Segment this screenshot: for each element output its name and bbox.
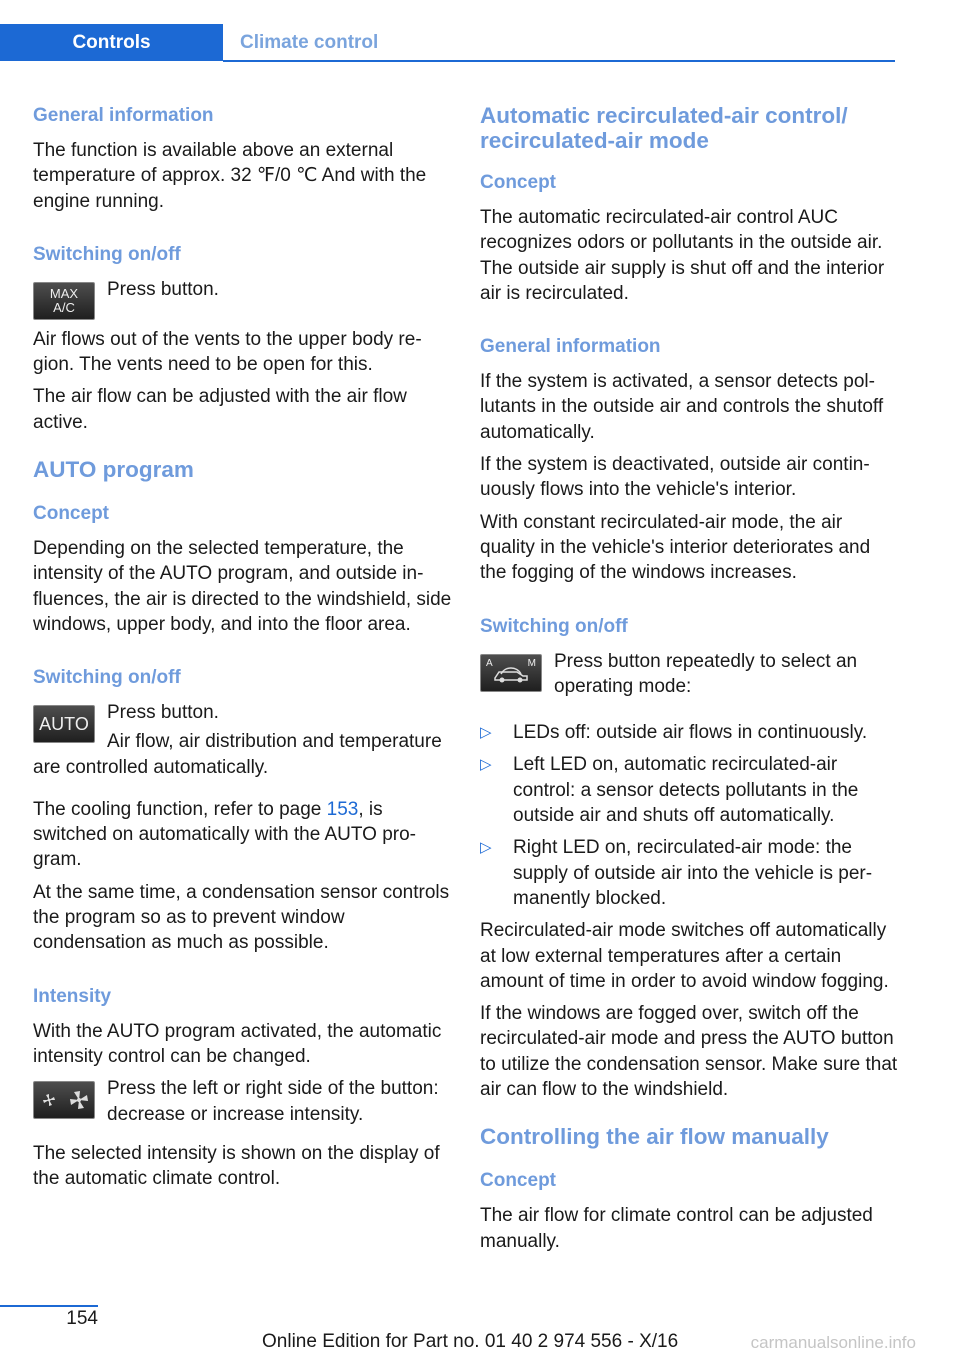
- paragraph: The cooling function, refer to page 153, is switched on automatically with the AUTO program.: [33, 798, 416, 871]
- heading-switching-on-off: Switching on/off: [33, 667, 181, 689]
- max-ac-button-icon: MAX A/C: [33, 282, 95, 320]
- tab-controls[interactable]: Controls: [0, 24, 223, 61]
- paragraph: Press the left or right side of the button: decrease or increase intensity.: [107, 1078, 439, 1125]
- max-ac-row: [33, 277, 453, 320]
- left-column: [33, 100, 453, 1198]
- paragraph: The selected intensity is shown on the display of the automatic climate control.: [33, 1142, 440, 1190]
- tab-climate-control[interactable]: Climate control: [240, 31, 379, 53]
- paragraph: Press button.: [107, 278, 219, 300]
- watermark: carmanualsonline.info: [750, 1333, 916, 1352]
- list-item: ▷ Right LED on, recirculated-air mode: the supply of outside air into the vehicle is permanently blocked.: [480, 835, 900, 911]
- heading-concept: Concept: [480, 172, 556, 193]
- fan-intensity-button-icon: [33, 1081, 95, 1119]
- intensity-row: [33, 1076, 453, 1134]
- list-item: ▷ Left LED on, automatic recirculated-air control: a sensor detects pollutants in the outside air and shuts off automatically.: [480, 752, 900, 828]
- header-bar: [0, 0, 960, 62]
- bullet-triangle-icon: ▷: [480, 756, 492, 774]
- paragraph: With the AUTO program activated, the automatic intensity control can be changed.: [33, 1020, 442, 1067]
- paragraph: Recirculated-air mode switches off automatically at low external temperatures after a certain amount of time in order to avoid window fogging.: [480, 920, 889, 992]
- page-number: 154: [66, 1308, 98, 1329]
- header-rule: [223, 60, 895, 62]
- fan-icon: [39, 1090, 89, 1110]
- list-item: ▷ LEDs off: outside air flows in continuously.: [480, 720, 900, 745]
- right-column: [480, 100, 900, 1261]
- bullet-triangle-icon: ▷: [480, 839, 492, 857]
- heading-switching-on-off: Switching on/off: [480, 615, 628, 637]
- paragraph: Depending on the selected temperature, the intensity of the AUTO program, and outside influences, the air is directed to the windshield, side windows, upper body, and into the floor area.: [33, 538, 452, 635]
- paragraph: At the same time, a condensation sensor controls the program so as to prevent window condensation as much as possible.: [33, 881, 450, 954]
- heading-intensity: Intensity: [33, 985, 112, 1007]
- car-recirculation-icon: [491, 662, 531, 684]
- heading-manual-air-flow: Controlling the air flow manually: [480, 1124, 829, 1150]
- recirc-m-label: M: [527, 657, 536, 669]
- paragraph: Press button.: [107, 702, 219, 724]
- paragraph: The air flow for climate control can be adjusted manually.: [480, 1205, 873, 1252]
- heading-auc: Automatic recirculated-air control/ recirculated-air mode: [480, 103, 848, 153]
- page-number-rule: [0, 1305, 98, 1307]
- paragraph: With constant recirculated-air mode, the air quality in the vehicle's interior deteriorates and the fogging of the windows increases.: [480, 511, 871, 584]
- heading-concept: Concept: [480, 1170, 556, 1192]
- paragraph: The air flow can be adjusted with the air flow active.: [33, 386, 407, 433]
- recirculation-button-icon: [480, 654, 542, 692]
- heading-general-information: General information: [480, 336, 661, 358]
- recirc-row: [480, 649, 900, 707]
- heading-auto-program: AUTO program: [33, 457, 194, 483]
- paragraph: The automatic recirculated-air control AUC recognizes odors or pollutants in the outside air. The outside air supply is shut off and the interior air is recirculated.: [480, 207, 885, 304]
- paragraph: Air flows out of the vents to the upper body region. The vents need to be open for this.: [33, 328, 422, 376]
- auto-button-icon: AUTO: [33, 705, 95, 743]
- paragraph: Air flow, air distribution and temperature are controlled automatically.: [33, 731, 442, 778]
- paragraph: If the windows are fogged over, switch off the recirculated-air mode and press the AUTO button to utilize the condensation sensor. Make sure that air can flow to the windshield.: [480, 1003, 898, 1101]
- paragraph: If the system is deactivated, outside air continuously flows into the vehicle's interior.: [480, 454, 870, 501]
- paragraph: The function is available above an external temperature of approx. 32 ℉/0 ℃ And with the engine running.: [33, 140, 427, 212]
- heading-general-information: General information: [33, 105, 214, 126]
- heading-concept: Concept: [33, 503, 109, 525]
- paragraph: Press button repeatedly to select an operating mode:: [554, 650, 858, 697]
- edition-footer: Online Edition for Part no. 01 40 2 974 556 - X/16: [262, 1331, 679, 1352]
- heading-switching-on-off: Switching on/off: [33, 243, 181, 265]
- paragraph: If the system is activated, a sensor detects pollutants in the outside air and controls the shutoff automatically.: [480, 371, 884, 443]
- bullet-triangle-icon: ▷: [480, 724, 492, 742]
- page-link[interactable]: 153: [326, 798, 359, 820]
- recirc-a-label: A: [486, 657, 493, 669]
